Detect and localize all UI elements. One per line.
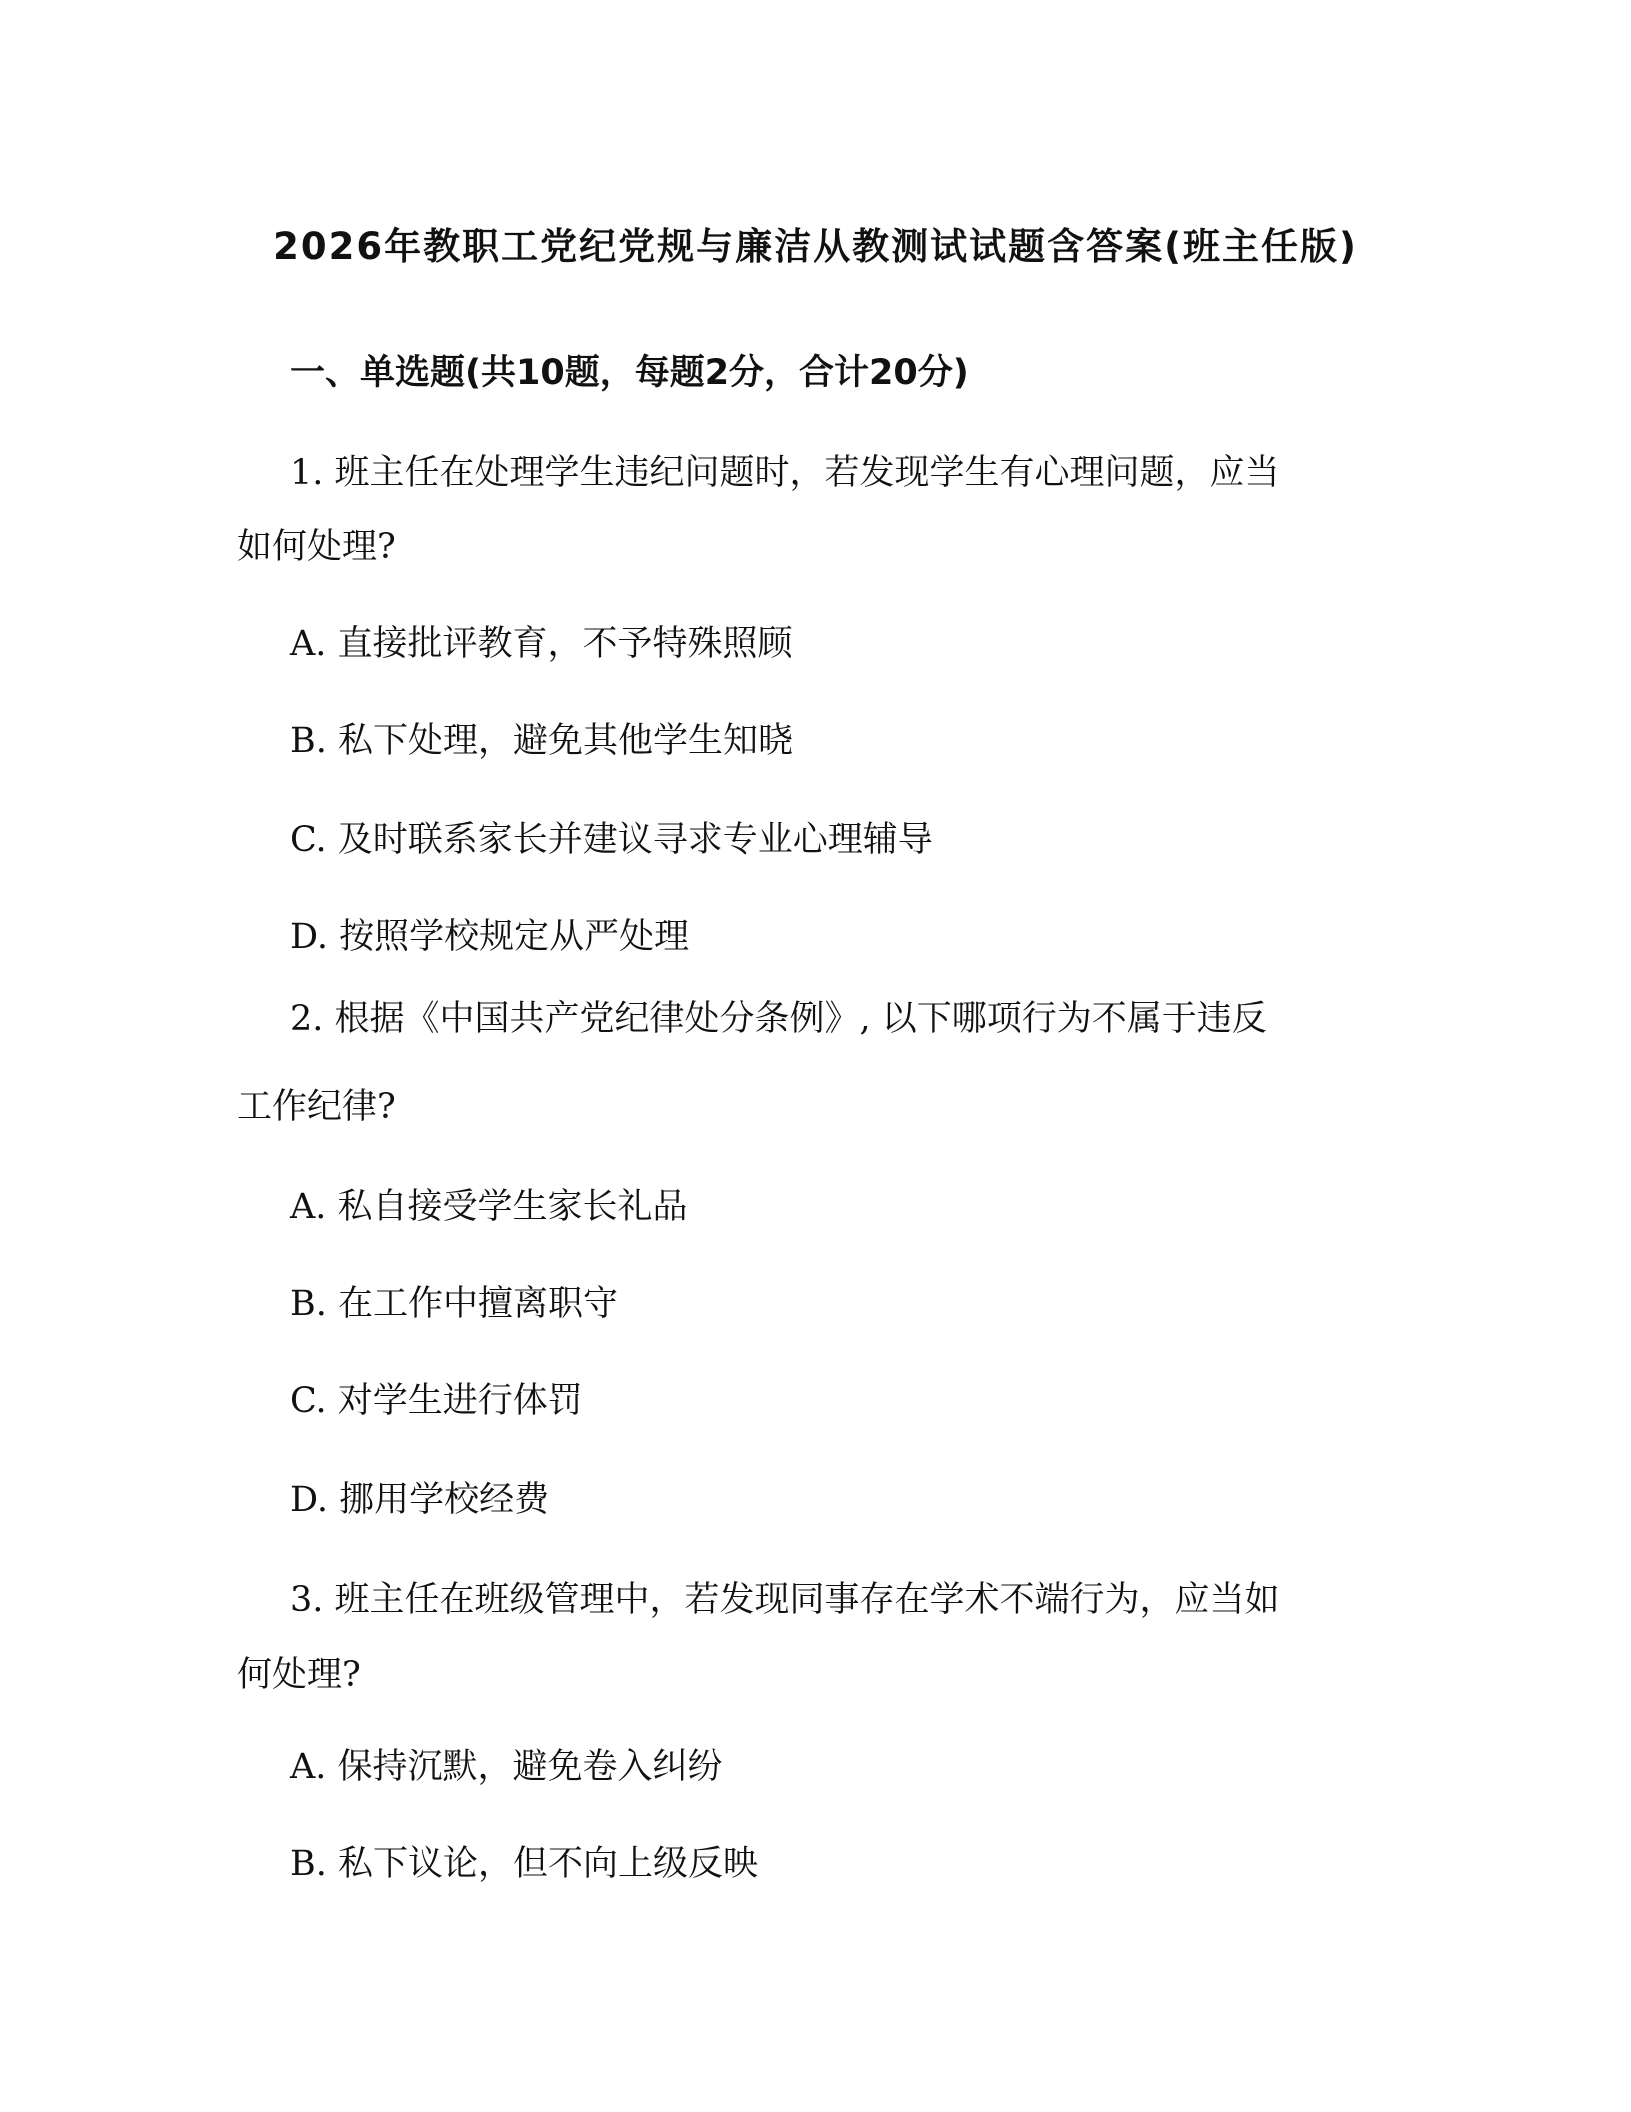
option-a: A. 保持沉默，避免卷入纠纷 [290, 1747, 723, 1787]
document-title: 2026年教职工党纪党规与廉洁从教测试试题含答案(班主任版) [273, 225, 1358, 268]
question-text-cont: 如何处理? [237, 527, 396, 567]
option-d: D. 按照学校规定从严处理 [290, 917, 690, 957]
question-text-cont: 工作纪律? [237, 1087, 396, 1127]
question-text-cont: 何处理? [237, 1655, 361, 1695]
option-b: B. 私下议论，但不向上级反映 [290, 1844, 758, 1884]
option-c: C. 及时联系家长并建议寻求专业心理辅导 [290, 820, 933, 860]
question-text: 3. 班主任在班级管理中，若发现同事存在学术不端行为，应当如 [290, 1580, 1280, 1620]
section-heading: 一、单选题(共10题，每题2分，合计20分) [290, 353, 969, 393]
question-text: 1. 班主任在处理学生违纪问题时，若发现学生有心理问题，应当 [290, 453, 1280, 493]
option-a: A. 私自接受学生家长礼品 [290, 1187, 688, 1227]
option-b: B. 在工作中擅离职守 [290, 1284, 618, 1324]
option-a: A. 直接批评教育，不予特殊照顾 [290, 624, 793, 664]
option-b: B. 私下处理，避免其他学生知晓 [290, 721, 793, 761]
option-c: C. 对学生进行体罚 [290, 1381, 583, 1421]
question-text: 2. 根据《中国共产党纪律处分条例》, 以下哪项行为不属于违反 [290, 999, 1267, 1039]
option-d: D. 挪用学校经费 [290, 1480, 550, 1520]
